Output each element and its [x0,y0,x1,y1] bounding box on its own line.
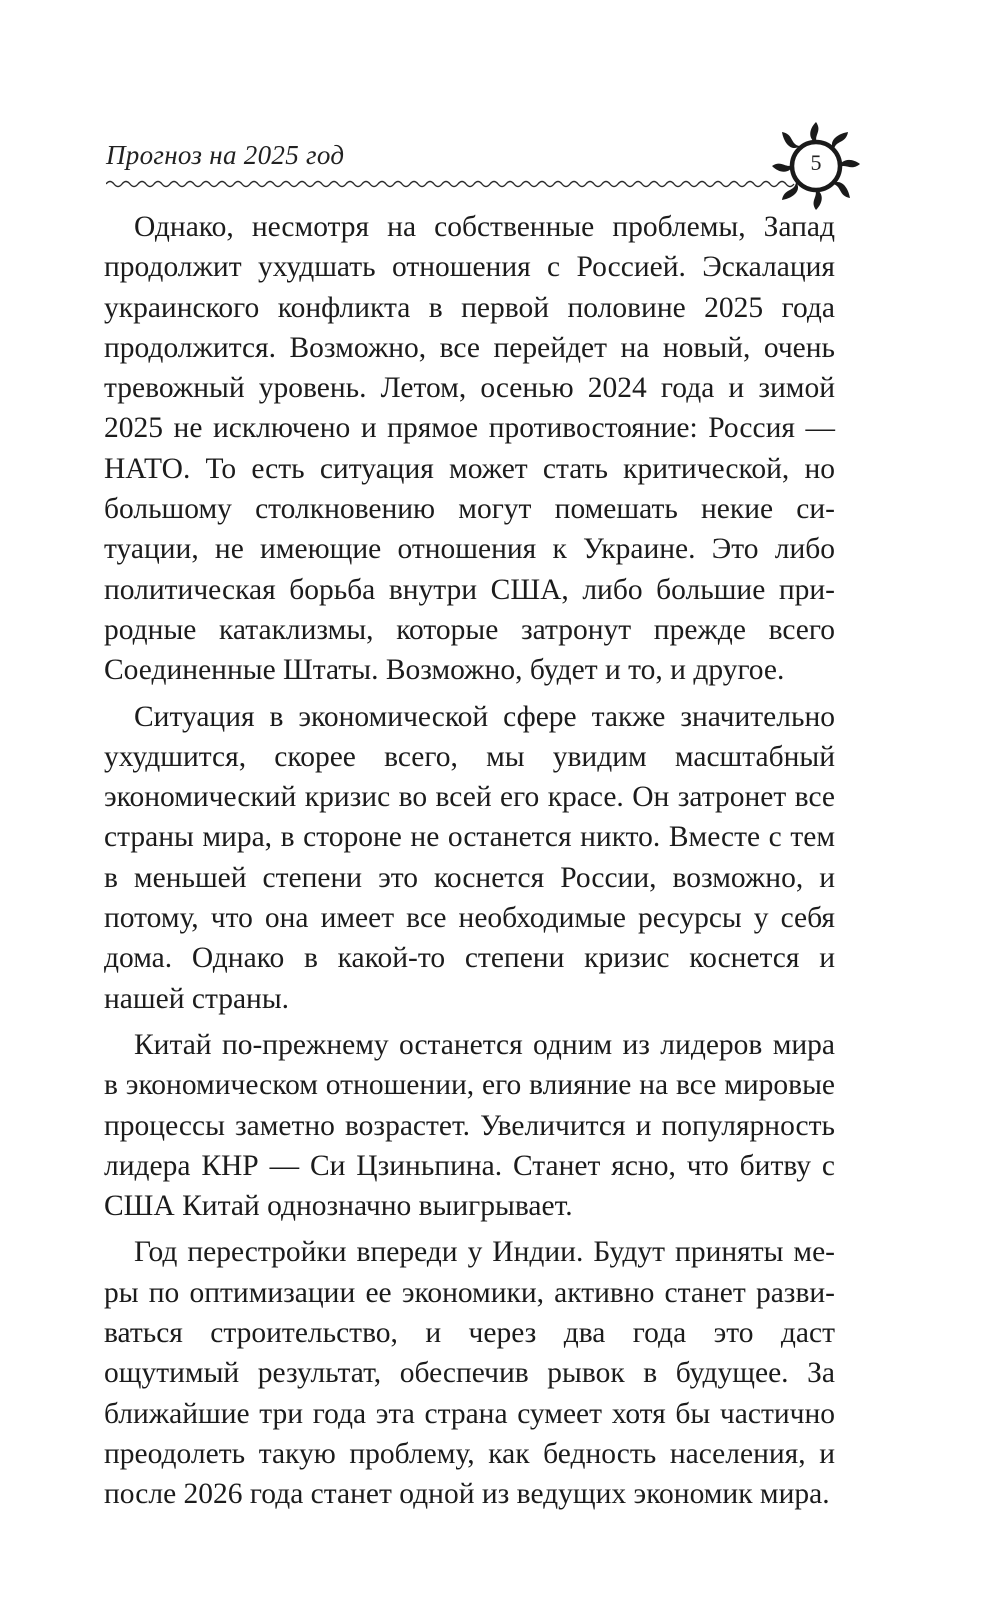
paragraph-3: Китай по-прежнему останется одним из лидеров мира в экономическом отношении, его влияние на все мировые процессы заметно возрастет. Увеличится и популярность лидера КНР — Си Цзиньпина. Станет ясно, что битву с США Китай однозначно выигрывает. [104,1028,835,1223]
running-header-title: Прогноз на 2025 год [106,140,345,170]
body-text [104,207,835,1521]
paragraph-2: Ситуация в экономической сфере также значительно ухудшится, скорее всего, мы увидим масштабный экономический кризис во всей его красе. Он затронет все страны мира, в стороне не останется никто. Вместе с тем в меньшей степени это коснется России, возможно, и потому, что она имеет все необходимые ресурсы у себя дома. Однако в какой-то степени кризис коснется и нашей страны. [104,700,835,1015]
running-header [106,128,866,208]
wavy-rule-divider [106,178,796,190]
paragraph-4: Год перестройки впереди у Индии. Будут приняты меры по оптимизации ее экономики, активно станет развиваться строительство, и через два года это даст ощутимый результат, обеспечив рывок в будущее. За ближайшие три года эта страна сумеет хотя бы частично преодолеть такую проблему, как бедность населения, и после 2026 года станет одной из ведущих экономик мира. [104,1236,835,1511]
page-number: 5 [810,150,822,175]
paragraph-1: Однако, несмотря на собственные проблемы, Запад продолжит ухудшать отношения с Россией. Эскалация украинского конфликта в первой половине 2025 года продолжится. Возможно, все перейдет на новый, очень тревожный уровень. Летом, осенью 2024 года и зимой 2025 не исключено и прямое противостояние: Россия — НАТО. То есть ситуация может стать критической, но большому столкновению могут помешать некие ситуации, не имеющие отношения к Украине. Это либо политическая борьба внутри США, либо большие природные катаклизмы, которые затронут прежде всего Соединенные Штаты. Возможно, будет и то, и другое. [104,211,835,687]
